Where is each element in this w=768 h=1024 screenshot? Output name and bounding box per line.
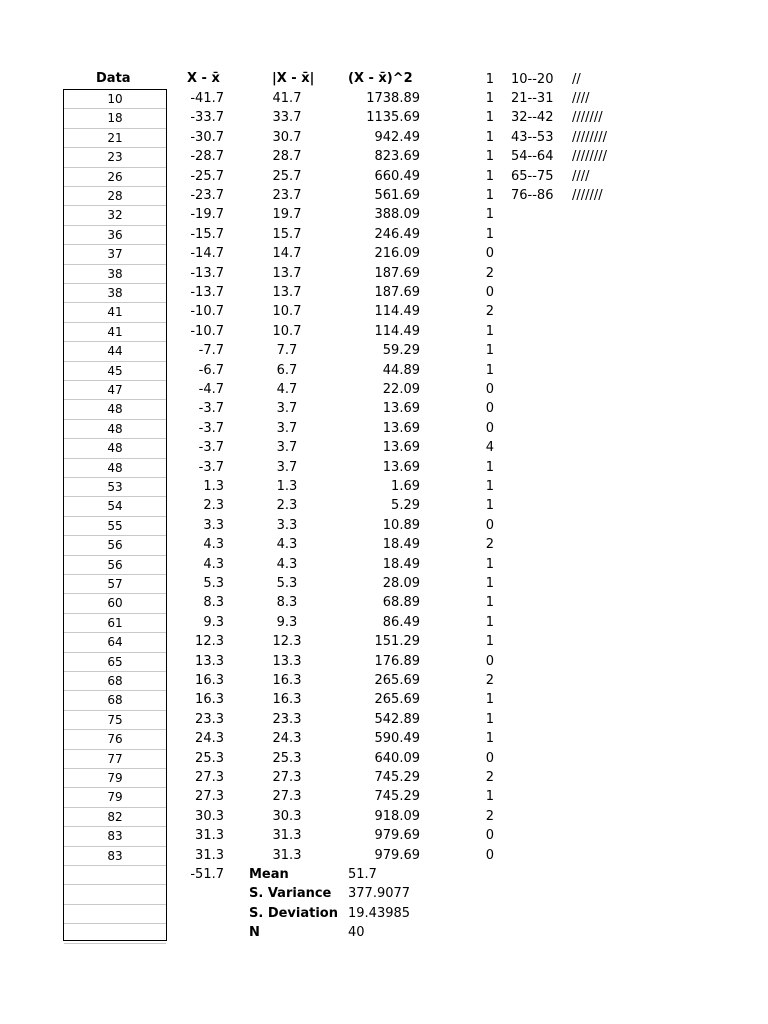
deviation-cell: 30.3 bbox=[195, 808, 224, 824]
data-cell[interactable]: 21 bbox=[64, 129, 166, 148]
sq-deviation-cell: 246.49 bbox=[374, 226, 420, 242]
abs-deviation-header: |X - x̄| bbox=[272, 71, 315, 86]
count-cell: 1 bbox=[485, 129, 494, 145]
data-cell[interactable]: 48 bbox=[64, 459, 166, 478]
abs-deviation-cell: 16.3 bbox=[272, 673, 302, 688]
stat-label: Mean bbox=[249, 867, 289, 882]
count-cell: 1 bbox=[485, 207, 494, 223]
abs-deviation-cell: 27.3 bbox=[272, 789, 302, 805]
deviation-cell: -41.7 bbox=[190, 91, 224, 106]
tally-cell: /////// bbox=[572, 110, 603, 126]
count-cell: 1 bbox=[485, 576, 494, 591]
data-cell[interactable]: 61 bbox=[64, 614, 166, 633]
abs-deviation-cell: 3.7 bbox=[276, 401, 298, 417]
count-cell: 0 bbox=[485, 653, 494, 669]
data-cell[interactable] bbox=[64, 866, 166, 885]
deviation-cell: -19.7 bbox=[190, 207, 224, 223]
deviation-cell: -7.7 bbox=[198, 343, 224, 359]
data-cell[interactable]: 23 bbox=[64, 148, 166, 167]
range-cell: 54--64 bbox=[511, 149, 554, 165]
abs-deviation-cell: 4.7 bbox=[276, 382, 298, 397]
tally-cell: //////// bbox=[572, 129, 608, 145]
data-cell[interactable]: 48 bbox=[64, 400, 166, 419]
deviation-cell: 12.3 bbox=[195, 634, 224, 650]
stat-label: S. Deviation bbox=[249, 905, 338, 921]
data-cell[interactable]: 18 bbox=[64, 109, 166, 128]
count-cell: 2 bbox=[485, 770, 494, 785]
count-cell: 1 bbox=[485, 226, 494, 242]
data-cell[interactable]: 10 bbox=[64, 90, 166, 109]
data-cell[interactable]: 79 bbox=[64, 769, 166, 788]
abs-deviation-cell: 19.7 bbox=[272, 207, 302, 223]
count-cell: 1 bbox=[485, 711, 494, 727]
data-cell[interactable]: 26 bbox=[64, 168, 166, 187]
sq-deviation-cell: 942.49 bbox=[374, 129, 420, 145]
count-cell: 2 bbox=[485, 537, 494, 553]
sq-deviation-cell: 18.49 bbox=[382, 537, 420, 553]
abs-deviation-cell: 16.3 bbox=[272, 692, 302, 708]
data-cell[interactable]: 47 bbox=[64, 381, 166, 400]
count-cell: 2 bbox=[485, 808, 494, 824]
abs-deviation-cell: 6.7 bbox=[276, 362, 298, 378]
data-cell[interactable]: 64 bbox=[64, 633, 166, 652]
abs-deviation-cell: 24.3 bbox=[272, 731, 302, 747]
data-cell[interactable]: 65 bbox=[64, 653, 166, 672]
abs-deviation-cell: 13.7 bbox=[272, 265, 302, 281]
deviation-cell: -30.7 bbox=[190, 129, 224, 145]
data-cell[interactable]: 41 bbox=[64, 303, 166, 322]
abs-deviation-cell: 4.3 bbox=[276, 537, 298, 553]
sq-deviation-cell: 114.49 bbox=[374, 323, 420, 339]
deviation-cell: -6.7 bbox=[198, 362, 224, 378]
data-cell[interactable]: 82 bbox=[64, 808, 166, 827]
data-cell[interactable]: 83 bbox=[64, 827, 166, 846]
count-cell: 1 bbox=[485, 634, 494, 650]
sq-deviation-cell: 44.89 bbox=[382, 362, 420, 378]
sq-deviation-cell: 28.09 bbox=[382, 576, 420, 591]
sq-deviation-cell: 388.09 bbox=[374, 207, 420, 223]
deviation-header: X - x̄ bbox=[187, 71, 220, 86]
count-cell: 0 bbox=[485, 401, 494, 417]
deviation-cell: 25.3 bbox=[195, 750, 224, 766]
count-cell: 1 bbox=[485, 498, 494, 514]
stat-label: S. Variance bbox=[249, 886, 332, 902]
sq-deviation-cell: 10.89 bbox=[382, 517, 420, 533]
data-cell[interactable]: 28 bbox=[64, 187, 166, 206]
sq-deviation-cell: 745.29 bbox=[374, 770, 420, 785]
count-cell: 1 bbox=[485, 789, 494, 805]
sq-deviation-cell: 187.69 bbox=[374, 285, 420, 300]
data-cell[interactable]: 48 bbox=[64, 439, 166, 458]
range-cell: 10--20 bbox=[511, 71, 554, 87]
deviation-cell: -14.7 bbox=[190, 246, 224, 262]
data-cell[interactable]: 38 bbox=[64, 284, 166, 303]
stat-value: 40 bbox=[348, 925, 365, 941]
abs-deviation-cell: 12.3 bbox=[272, 634, 302, 650]
deviation-cell: 9.3 bbox=[203, 614, 224, 630]
count-cell: 0 bbox=[485, 750, 494, 766]
data-cell[interactable]: 56 bbox=[64, 556, 166, 575]
sq-deviation-header: (X - x̄)^2 bbox=[348, 71, 413, 86]
abs-deviation-cell: 25.7 bbox=[272, 168, 302, 184]
data-cell[interactable]: 68 bbox=[64, 691, 166, 710]
deviation-cell: 23.3 bbox=[195, 711, 224, 727]
deviation-cell: -4.7 bbox=[198, 382, 224, 397]
count-cell: 1 bbox=[485, 362, 494, 378]
sq-deviation-cell: 979.69 bbox=[374, 828, 420, 844]
data-cell[interactable]: 79 bbox=[64, 788, 166, 807]
abs-deviation-cell: 4.3 bbox=[276, 556, 298, 572]
deviation-cell: -23.7 bbox=[190, 188, 224, 203]
sq-deviation-cell: 265.69 bbox=[374, 692, 420, 708]
sq-deviation-cell: 151.29 bbox=[374, 634, 420, 650]
sq-deviation-cell: 745.29 bbox=[374, 789, 420, 805]
sq-deviation-cell: 68.89 bbox=[382, 595, 420, 611]
count-cell: 1 bbox=[485, 556, 494, 572]
abs-deviation-cell: 8.3 bbox=[276, 595, 298, 611]
range-cell: 43--53 bbox=[511, 129, 554, 145]
abs-deviation-cell: 41.7 bbox=[272, 91, 302, 106]
sq-deviation-cell: 114.49 bbox=[374, 304, 420, 320]
sq-deviation-cell: 59.29 bbox=[382, 343, 420, 359]
abs-deviation-cell: 3.7 bbox=[276, 440, 298, 456]
deviation-cell: 3.3 bbox=[203, 517, 224, 533]
count-cell: 0 bbox=[485, 847, 494, 863]
sq-deviation-cell: 216.09 bbox=[374, 246, 420, 262]
deviation-cell: -3.7 bbox=[198, 401, 224, 417]
deviation-cell: 2.3 bbox=[203, 498, 224, 514]
abs-deviation-cell: 33.7 bbox=[272, 110, 302, 126]
deviation-cell: 13.3 bbox=[195, 653, 224, 669]
deviation-cell: 24.3 bbox=[195, 731, 224, 747]
sq-deviation-cell: 590.49 bbox=[374, 731, 420, 747]
deviation-cell: -3.7 bbox=[198, 459, 224, 475]
count-cell: 1 bbox=[485, 91, 494, 106]
sq-deviation-cell: 187.69 bbox=[374, 265, 420, 281]
sq-deviation-cell: 176.89 bbox=[374, 653, 420, 669]
sq-deviation-cell: 1738.89 bbox=[366, 91, 420, 106]
data-cell[interactable]: 57 bbox=[64, 575, 166, 594]
data-cell[interactable]: 36 bbox=[64, 226, 166, 245]
deviation-cell: -3.7 bbox=[198, 440, 224, 456]
abs-deviation-cell: 3.7 bbox=[276, 420, 298, 436]
count-cell: 0 bbox=[485, 382, 494, 397]
sq-deviation-cell: 1135.69 bbox=[366, 110, 420, 126]
deviation-cell: -28.7 bbox=[190, 149, 224, 165]
abs-deviation-cell: 10.7 bbox=[272, 304, 302, 320]
sq-deviation-cell: 5.29 bbox=[391, 498, 420, 514]
abs-deviation-cell: 31.3 bbox=[272, 847, 302, 863]
data-cell[interactable]: 77 bbox=[64, 750, 166, 769]
abs-deviation-cell: 13.3 bbox=[272, 653, 302, 669]
sq-deviation-cell: 918.09 bbox=[374, 808, 420, 824]
range-cell: 32--42 bbox=[511, 110, 554, 126]
deviation-cell: 1.3 bbox=[203, 479, 224, 494]
stat-value: 377.9077 bbox=[348, 886, 411, 902]
abs-deviation-cell: 3.3 bbox=[276, 517, 298, 533]
abs-deviation-cell: 15.7 bbox=[272, 226, 302, 242]
data-header: Data bbox=[96, 71, 131, 86]
deviation-cell: 16.3 bbox=[195, 692, 224, 708]
data-cell[interactable]: 53 bbox=[64, 478, 166, 497]
count-cell: 0 bbox=[485, 828, 494, 844]
abs-deviation-cell: 10.7 bbox=[272, 323, 302, 339]
abs-deviation-cell: 14.7 bbox=[272, 246, 302, 262]
data-cell[interactable]: 48 bbox=[64, 420, 166, 439]
tally-cell: //////// bbox=[572, 149, 608, 165]
abs-deviation-cell: 28.7 bbox=[272, 149, 302, 165]
count-cell: 2 bbox=[485, 304, 494, 320]
range-cell: 65--75 bbox=[511, 168, 554, 184]
data-cell[interactable] bbox=[64, 924, 166, 943]
data-cell[interactable]: 68 bbox=[64, 672, 166, 691]
data-column bbox=[63, 89, 167, 941]
sq-deviation-cell: 561.69 bbox=[374, 188, 420, 203]
data-cell[interactable]: 76 bbox=[64, 730, 166, 749]
count-cell: 1 bbox=[485, 71, 494, 87]
deviation-cell: -13.7 bbox=[190, 265, 224, 281]
deviation-cell: -15.7 bbox=[190, 226, 224, 242]
sq-deviation-cell: 13.69 bbox=[382, 401, 420, 417]
abs-deviation-cell: 2.3 bbox=[276, 498, 298, 514]
abs-deviation-cell: 23.7 bbox=[272, 188, 302, 203]
deviation-cell: 5.3 bbox=[203, 576, 224, 591]
abs-deviation-cell: 7.7 bbox=[276, 343, 298, 359]
count-cell: 1 bbox=[485, 168, 494, 184]
data-cell[interactable]: 54 bbox=[64, 497, 166, 516]
data-cell[interactable]: 32 bbox=[64, 206, 166, 225]
data-cell[interactable]: 55 bbox=[64, 517, 166, 536]
abs-deviation-cell: 27.3 bbox=[272, 770, 302, 785]
data-cell[interactable]: 44 bbox=[64, 342, 166, 361]
data-cell[interactable]: 38 bbox=[64, 265, 166, 284]
deviation-cell: -33.7 bbox=[190, 110, 224, 126]
count-cell: 0 bbox=[485, 246, 494, 262]
count-cell: 1 bbox=[485, 692, 494, 708]
deviation-cell: 27.3 bbox=[195, 789, 224, 805]
count-cell: 1 bbox=[485, 323, 494, 339]
count-cell: 2 bbox=[485, 265, 494, 281]
count-cell: 1 bbox=[485, 110, 494, 126]
range-cell: 76--86 bbox=[511, 188, 554, 203]
count-cell: 1 bbox=[485, 188, 494, 203]
count-cell: 1 bbox=[485, 459, 494, 475]
count-cell: 4 bbox=[485, 440, 494, 456]
sq-deviation-cell: 1.69 bbox=[391, 479, 420, 494]
deviation-cell: 8.3 bbox=[203, 595, 224, 611]
range-cell: 21--31 bbox=[511, 91, 554, 106]
abs-deviation-cell: 5.3 bbox=[276, 576, 298, 591]
count-cell: 0 bbox=[485, 420, 494, 436]
deviation-cell: 4.3 bbox=[203, 537, 224, 553]
count-cell: 0 bbox=[485, 285, 494, 300]
data-cell[interactable]: 60 bbox=[64, 594, 166, 613]
sq-deviation-cell: 13.69 bbox=[382, 440, 420, 456]
abs-deviation-cell: 31.3 bbox=[272, 828, 302, 844]
abs-deviation-cell: 23.3 bbox=[272, 711, 302, 727]
deviation-cell: -10.7 bbox=[190, 304, 224, 320]
count-cell: 2 bbox=[485, 673, 494, 688]
sq-deviation-cell: 979.69 bbox=[374, 847, 420, 863]
abs-deviation-cell: 30.3 bbox=[272, 808, 302, 824]
deviation-cell: -51.7 bbox=[190, 867, 224, 882]
sq-deviation-cell: 265.69 bbox=[374, 673, 420, 688]
sq-deviation-cell: 823.69 bbox=[374, 149, 420, 165]
abs-deviation-cell: 25.3 bbox=[272, 750, 302, 766]
count-cell: 1 bbox=[485, 479, 494, 494]
stat-value: 19.43985 bbox=[348, 905, 411, 921]
deviation-cell: 31.3 bbox=[195, 828, 224, 844]
count-cell: 1 bbox=[485, 614, 494, 630]
data-cell[interactable] bbox=[64, 885, 166, 904]
data-cell[interactable]: 83 bbox=[64, 847, 166, 866]
data-cell[interactable]: 41 bbox=[64, 323, 166, 342]
tally-cell: //// bbox=[572, 168, 590, 184]
abs-deviation-cell: 9.3 bbox=[276, 614, 298, 630]
deviation-cell: 31.3 bbox=[195, 847, 224, 863]
deviation-cell: 27.3 bbox=[195, 770, 224, 785]
deviation-cell: -13.7 bbox=[190, 285, 224, 300]
sq-deviation-cell: 18.49 bbox=[382, 556, 420, 572]
deviation-cell: -10.7 bbox=[190, 323, 224, 339]
abs-deviation-cell: 3.7 bbox=[276, 459, 298, 475]
abs-deviation-cell: 1.3 bbox=[276, 479, 298, 494]
count-cell: 1 bbox=[485, 595, 494, 611]
data-cell[interactable]: 37 bbox=[64, 245, 166, 264]
count-cell: 0 bbox=[485, 517, 494, 533]
count-cell: 1 bbox=[485, 343, 494, 359]
tally-cell: //// bbox=[572, 91, 590, 106]
stat-label: N bbox=[249, 925, 260, 941]
sq-deviation-cell: 542.89 bbox=[374, 711, 420, 727]
tally-cell: // bbox=[572, 71, 581, 87]
data-cell[interactable]: 45 bbox=[64, 362, 166, 381]
deviation-cell: 4.3 bbox=[203, 556, 224, 572]
count-cell: 1 bbox=[485, 731, 494, 747]
stat-value: 51.7 bbox=[348, 867, 377, 882]
sq-deviation-cell: 13.69 bbox=[382, 459, 420, 475]
abs-deviation-cell: 13.7 bbox=[272, 285, 302, 300]
sq-deviation-cell: 660.49 bbox=[374, 168, 420, 184]
sq-deviation-cell: 22.09 bbox=[382, 382, 420, 397]
tally-cell: /////// bbox=[572, 188, 603, 203]
data-cell[interactable]: 56 bbox=[64, 536, 166, 555]
count-cell: 1 bbox=[485, 149, 494, 165]
data-cell[interactable] bbox=[64, 905, 166, 924]
deviation-cell: -3.7 bbox=[198, 420, 224, 436]
sq-deviation-cell: 640.09 bbox=[374, 750, 420, 766]
sq-deviation-cell: 86.49 bbox=[382, 614, 420, 630]
abs-deviation-cell: 30.7 bbox=[272, 129, 302, 145]
deviation-cell: 16.3 bbox=[195, 673, 224, 688]
sq-deviation-cell: 13.69 bbox=[382, 420, 420, 436]
deviation-cell: -25.7 bbox=[190, 168, 224, 184]
data-cell[interactable]: 75 bbox=[64, 711, 166, 730]
